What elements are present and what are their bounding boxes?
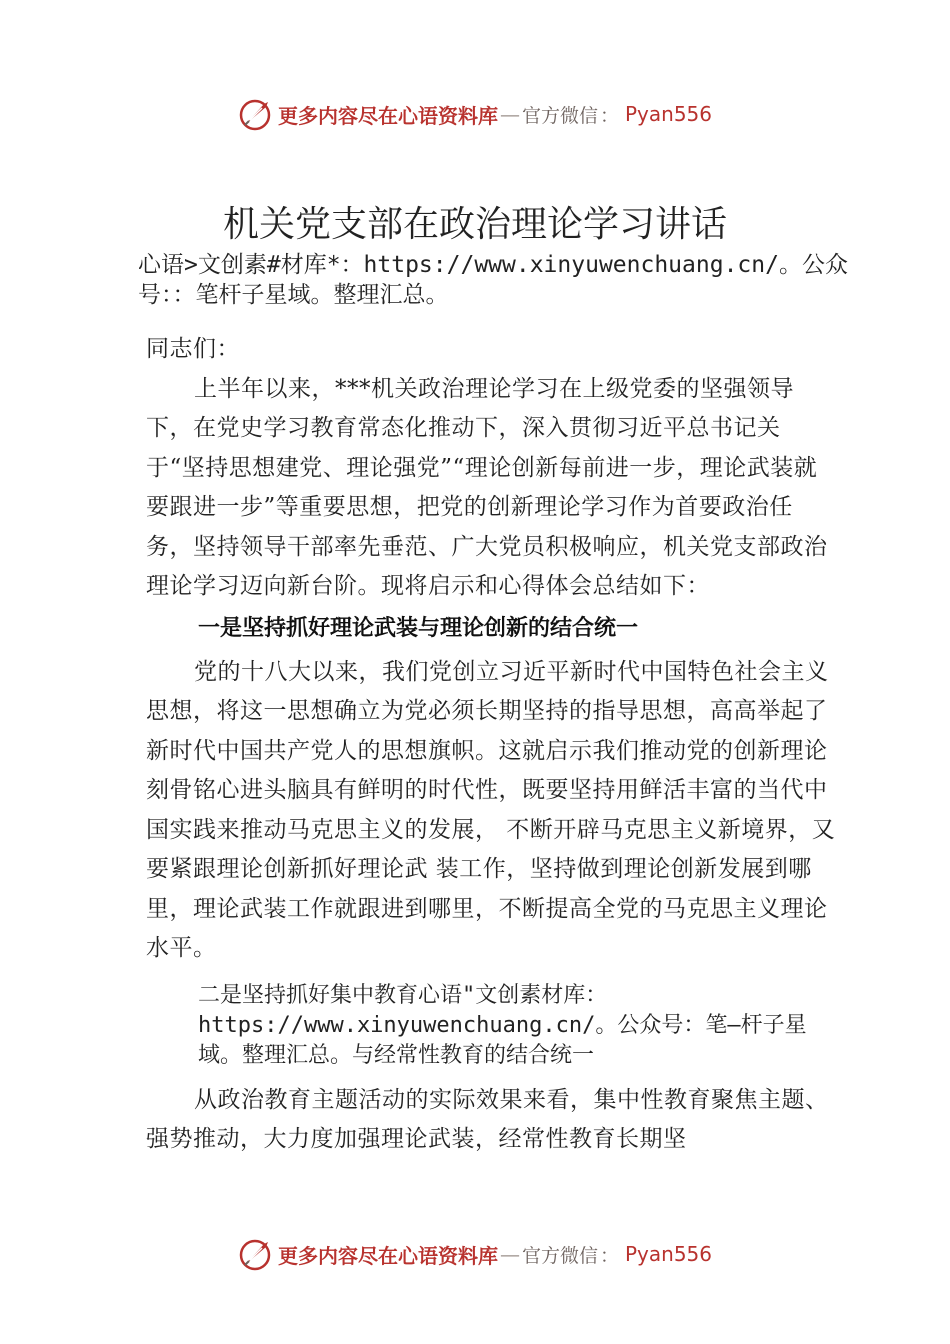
section-heading-1: 一是坚持抓好理论武装与理论创新的结合统一: [198, 615, 639, 641]
banner-colon: ：: [599, 104, 619, 127]
banner-account: Pyan556: [625, 102, 713, 126]
section-heading-2: 二是坚持抓好集中教育心语"文创素材库：https://www.xinyuwenchuang.cn/。公众号：笔—杆子星域。整理汇总。与经常性教育的结合统一: [198, 982, 807, 1068]
paragraph-3: 从政治教育主题活动的实际效果来看，集中性教育聚焦主题、强势推动，大力度加强理论武装，经常性教育长期坚: [146, 1086, 829, 1152]
banner-colon: ：: [599, 1244, 619, 1267]
footer-banner: [0, 1232, 950, 1276]
paragraph-1: 上半年以来，***机关政治理论学习在上级党委的坚强领导下，在党史学习教育常态化推动下，深入贯彻习近平总书记关于“坚持思想建党、理论强党”“理论创新每前进一步，理论武装就要跟进一步”等重要思想，把党的创新理论学习作为首要政治任务，坚持领导干部率先垂范、广大党员积极响应，机关党支部政治理论学习迈向新台阶。现将启示和心得体会总结如下：: [146, 375, 828, 599]
document-body: [146, 330, 836, 1160]
quill-logo-icon: [238, 1236, 274, 1272]
header-banner: [0, 92, 950, 136]
banner-brand-text: 更多内容尽在心语资料库: [277, 1243, 498, 1268]
document-title: 机关党支部在政治理论学习讲话: [222, 204, 727, 245]
banner-dash: —: [499, 1242, 520, 1266]
banner-account: Pyan556: [625, 1242, 713, 1266]
quill-logo-icon: [238, 96, 274, 132]
banner-wechat-label: 官方微信: [521, 104, 598, 127]
banner-dash: —: [499, 102, 520, 126]
source-line: 心语>文创素#材库*：https://www.xinyuwenchuang.cn/。公众号：：笔杆子星域。整理汇总。: [138, 252, 848, 308]
paragraph-2: 党的十八大以来，我们党创立习近平新时代中国特色社会主义思想，将这一思想确立为党必须长期坚持的指导思想，高高举起了新时代中国共产党人的思想旗帜。这就启示我们推动党的创新理论刻骨铭心进头脑具有鲜明的时代性，既要坚持用鲜活丰富的当代中国实践来推动马克思主义的发展， 不断开辟马克思主义新境界，又要紧跟理论创新抓好理论武 装工作，坚持做到理论创新发展到哪里，理论武装工作就跟进到哪里，不断提高全党的马克思主义理论水平。: [146, 658, 836, 961]
salutation: 同志们：: [146, 336, 240, 362]
banner-wechat-label: 官方微信: [521, 1244, 598, 1267]
banner-brand-text: 更多内容尽在心语资料库: [277, 103, 498, 128]
